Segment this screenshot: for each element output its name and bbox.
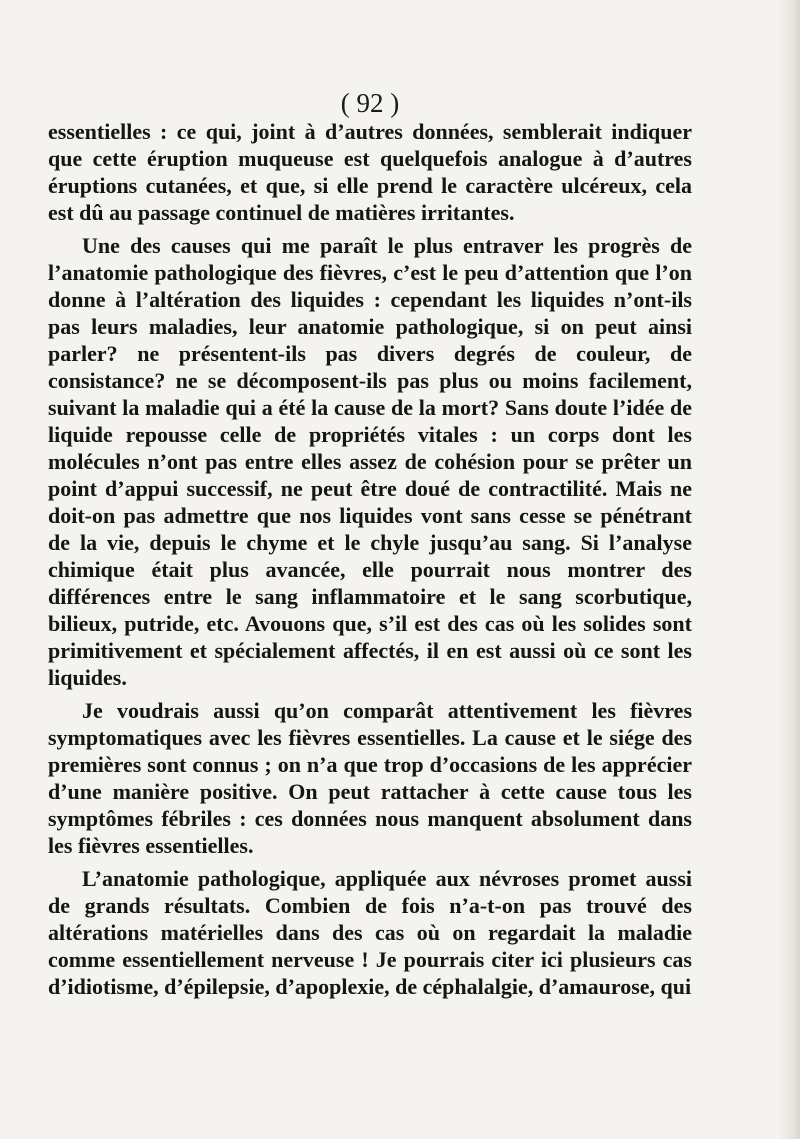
paragraph-continuation: essentielles : ce qui, joint à d’autres données, semblerait indiquer que cette éruption muqueuse est quelquefois analogue à d’autres éruptions cutanées, et que, si elle prend le caractère ulcéreux, cela est dû au passage continuel de matières irritantes.: [48, 119, 692, 225]
page-number: ( 92 ): [340, 88, 400, 118]
paragraph-symptomatic-fevers: Je voudrais aussi qu’on comparât attentivement les fièvres symptomatiques avec les fièvres essentielles. La cause et le siége des premières sont connus ; on n’a que trop d’occasions de les apprécier d’une manière positive. On peut rattacher à cette cause tous les symptômes fébriles : ces données nous manquent absolument dans les fièvres essentielles.: [48, 698, 692, 858]
paragraph-liquids: Une des causes qui me paraît le plus entraver les progrès de l’anatomie pathologique des fièvres, c’est le peu d’attention que l’on donne à l’altération des liquides : cependant les liquides n’ont-ils pas leurs maladies, leur anatomie pathologique, si on peut ainsi parler? ne présentent-ils pas divers degrés de couleur, de consistance? ne se décomposent-ils pas plus ou moins facilement, suivant la maladie qui a été la cause de la mort? Sans doute l’idée de liquide repousse celle de propriétés vitales : un corps dont les molécules n’ont pas entre elles assez de cohésion pour se prêter un point d’appui successif, ne peut être doué de contractilité. Mais ne doit-on pas admettre que nos liquides vont sans cesse se pénétrant de la vie, depuis le chyme et le chyle jusqu’au sang. Si l’analyse chimique était plus avancée, elle pourrait nous montrer des différences entre le sang inflammatoire et le sang scorbutique, bilieux, putride, etc. Avouons que, s’il est des cas où les solides sont primitivement et spécialement affectés, il en est aussi où ce sont les liquides.: [48, 233, 692, 690]
paragraph-neuroses: L’anatomie pathologique, appliquée aux névroses promet aussi de grands résultats. Combien de fois n’a-t-on pas trouvé des altérations matérielles dans des cas où on regardait la maladie comme essentiellement nerveuse ! Je pourrais citer ici plusieurs cas d’idiotisme, d’épilepsie, d’apoplexie, de céphalalgie, d’amaurose, qui: [48, 866, 692, 999]
body-text: [48, 118, 692, 1006]
page-edge: [778, 0, 800, 1139]
